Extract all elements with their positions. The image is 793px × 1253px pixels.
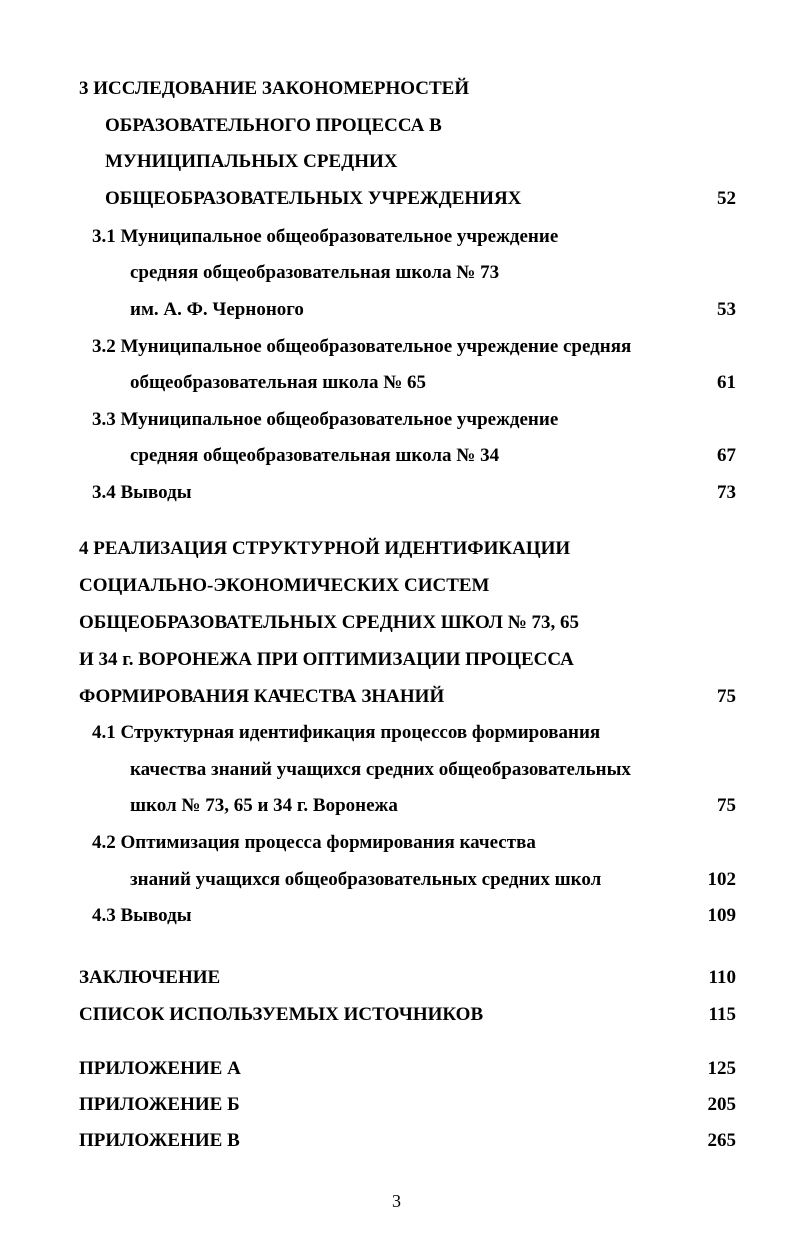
- toc-ch4-page: 75: [717, 686, 736, 707]
- toc-section-3-1-line-2: средняя общеобразовательная школа № 73: [130, 262, 500, 283]
- toc-section-4-1-line-1: 4.1 Структурная идентификация процессов формирования: [92, 722, 601, 743]
- toc-section-3-4-line-1: 3.4 Выводы: [92, 482, 192, 503]
- page-number: 3: [392, 1191, 401, 1211]
- toc-appendix-b-page: 205: [707, 1094, 736, 1115]
- toc-section-3-1-line-1: 3.1 Муниципальное общеобразовательное учреждение: [92, 226, 559, 247]
- toc-section-3-3-page: 67: [717, 445, 736, 466]
- toc-conclusion: ЗАКЛЮЧЕНИЕ: [79, 967, 221, 988]
- toc-conclusion-page: 110: [708, 967, 736, 988]
- toc-appendix-a-page: 125: [707, 1058, 736, 1079]
- toc-ch4-title-line-4: И 34 г. ВОРОНЕЖА ПРИ ОПТИМИЗАЦИИ ПРОЦЕССА: [79, 649, 574, 670]
- toc-section-4-3-line-1: 4.3 Выводы: [92, 905, 192, 926]
- toc-ch3-title-line-4: ОБЩЕОБРАЗОВАТЕЛЬНЫХ УЧРЕЖДЕНИЯХ: [105, 188, 522, 209]
- toc-section-3-1-line-3: им. А. Ф. Черноного: [130, 299, 304, 320]
- toc-appendix-a: ПРИЛОЖЕНИЕ А: [79, 1058, 241, 1079]
- toc-references: СПИСОК ИСПОЛЬЗУЕМЫХ ИСТОЧНИКОВ: [79, 1004, 484, 1025]
- toc-appendix-c: ПРИЛОЖЕНИЕ В: [79, 1130, 240, 1151]
- toc-section-3-2-line-1: 3.2 Муниципальное общеобразовательное учреждение средняя: [92, 336, 632, 357]
- toc-ch4-title-line-1: 4 РЕАЛИЗАЦИЯ СТРУКТУРНОЙ ИДЕНТИФИКАЦИИ: [79, 538, 571, 559]
- toc-section-4-1-line-3: школ № 73, 65 и 34 г. Воронежа: [130, 795, 398, 816]
- toc-section-4-2-line-1: 4.2 Оптимизация процесса формирования качества: [92, 832, 536, 853]
- toc-section-4-1-line-2: качества знаний учащихся средних общеобразовательных: [130, 759, 631, 780]
- toc-references-page: 115: [708, 1004, 736, 1025]
- toc-section-3-3-line-2: средняя общеобразовательная школа № 34: [130, 445, 500, 466]
- toc-ch4-title-line-5: ФОРМИРОВАНИЯ КАЧЕСТВА ЗНАНИЙ: [79, 686, 445, 707]
- toc-section-4-2-line-2: знаний учащихся общеобразовательных средних школ: [130, 869, 602, 890]
- toc-section-3-2-page: 61: [717, 372, 736, 393]
- toc-appendix-b: ПРИЛОЖЕНИЕ Б: [79, 1094, 240, 1115]
- toc-appendix-c-page: 265: [707, 1130, 736, 1151]
- toc-section-3-4-page: 73: [717, 482, 736, 503]
- toc-section-3-2-line-2: общеобразовательная школа № 65: [130, 372, 427, 393]
- toc-ch3-title-line-2: ОБРАЗОВАТЕЛЬНОГО ПРОЦЕССА В: [105, 115, 442, 136]
- toc-section-3-3-line-1: 3.3 Муниципальное общеобразовательное учреждение: [92, 409, 559, 430]
- toc-ch3-page: 52: [717, 188, 736, 209]
- toc-ch4-title-line-3: ОБЩЕОБРАЗОВАТЕЛЬНЫХ СРЕДНИХ ШКОЛ № 73, 65: [79, 612, 580, 633]
- toc-section-4-1-page: 75: [717, 795, 736, 816]
- toc-section-3-1-page: 53: [717, 299, 736, 320]
- toc-ch4-title-line-2: СОЦИАЛЬНО-ЭКОНОМИЧЕСКИХ СИСТЕМ: [79, 575, 490, 596]
- toc-ch3-title-line-1: 3 ИССЛЕДОВАНИЕ ЗАКОНОМЕРНОСТЕЙ: [79, 78, 470, 99]
- toc-ch3-title-line-3: МУНИЦИПАЛЬНЫХ СРЕДНИХ: [105, 151, 398, 172]
- toc-section-4-3-page: 109: [707, 905, 736, 926]
- toc-section-4-2-page: 102: [707, 869, 736, 890]
